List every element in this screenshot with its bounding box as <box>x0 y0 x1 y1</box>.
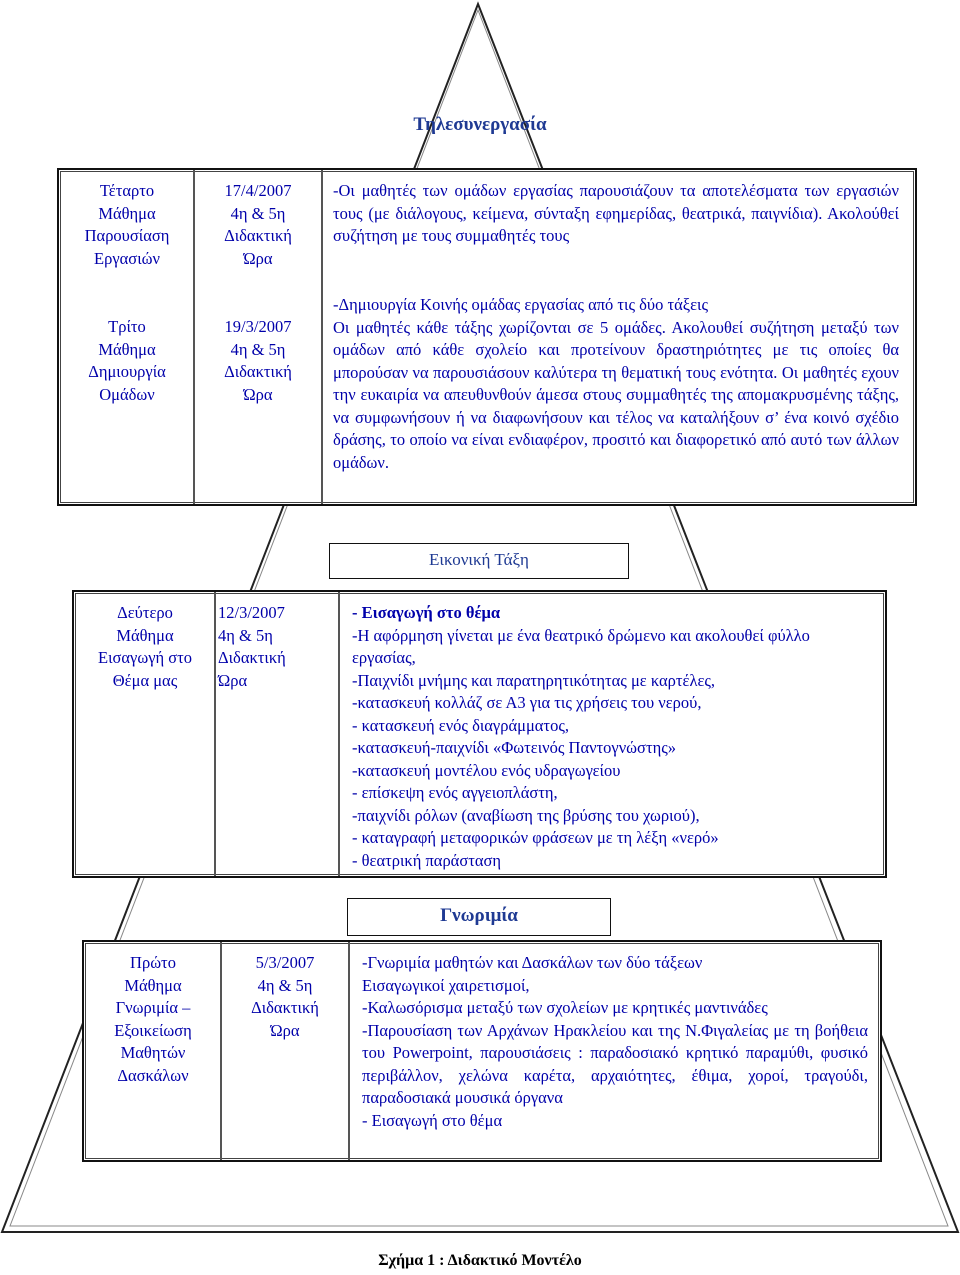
row-description-third-lesson <box>333 294 899 474</box>
date-line: Διδακτική <box>224 226 292 245</box>
description-item: -κατασκευή μοντέλου ενός υδραγωγείου <box>352 760 621 780</box>
level-title-virtual-class: Εικονική Τάξη <box>429 550 529 569</box>
date-line: Διδακτική <box>251 998 319 1017</box>
column-divider <box>348 942 350 1160</box>
date-line: 5/3/2007 <box>255 953 315 972</box>
row-label-second-lesson <box>78 602 212 692</box>
row-label-third-lesson <box>63 316 191 406</box>
row-date-first-lesson <box>224 952 346 1042</box>
label-line: Θέμα μας <box>112 670 178 690</box>
date-line: 19/3/2007 <box>224 317 292 336</box>
label-line: Μαθητών <box>120 1043 186 1062</box>
acquaintance-box <box>82 940 882 1162</box>
description-item: - επίσκεψη ενός αγγειοπλάστη, <box>352 783 558 802</box>
column-divider <box>214 592 216 876</box>
description-item: - καταγραφή μεταφορικών φράσεων με τη λέξη «νερό» <box>352 828 719 847</box>
label-line: Δασκάλων <box>117 1065 189 1085</box>
label-line: Μάθημα <box>98 203 156 223</box>
description-item: -Η αφόρμηση γίνεται με ένα θεατρικό δρώμενο και ακολουθεί φύλλο εργασίας, <box>352 625 810 667</box>
date-line: 4η & 5η <box>230 203 286 223</box>
row-description-fourth-lesson: -Οι μαθητές των ομάδων εργασίας παρουσιάζουν τα αποτελέσματα των εργασιών τους (με διάλογους, κείμενα, σύνταξη εφημερίδας, θεατρικά, παιγνίδια). Ακολούθεί συζήτηση με τους συμμαθητές τους <box>333 181 899 245</box>
label-line: Δημιουργία <box>88 362 166 381</box>
description-item: -παιχνίδι ρόλων (αναβίωση της βρύσης του χωριού), <box>352 805 700 825</box>
label-line: Γνωριμία – <box>115 998 191 1017</box>
label-line: Τέταρτο <box>99 181 155 200</box>
figure-caption: Σχήμα 1 : Διδακτικό Μοντέλο <box>378 1252 582 1269</box>
level-title-telecollaboration: Τηλεσυνεργασία <box>413 114 547 135</box>
date-line: 12/3/2007 <box>218 603 285 622</box>
column-divider <box>193 170 195 504</box>
label-line: Δεύτερο <box>117 603 173 622</box>
date-line: 4η & 5η <box>218 625 273 645</box>
virtual-class-box <box>72 590 887 878</box>
label-line: Μάθημα <box>98 339 156 359</box>
row-date-third-lesson <box>197 316 319 406</box>
date-line: Ώρα <box>270 1020 300 1040</box>
row-date-second-lesson <box>218 602 328 692</box>
row-label-first-lesson <box>88 952 218 1087</box>
date-line: Ώρα <box>218 670 248 690</box>
row-description-first-lesson <box>362 952 868 1132</box>
column-divider <box>220 942 222 1160</box>
date-line: Ώρα <box>243 384 273 404</box>
label-line: Ομάδων <box>99 384 155 404</box>
label-line: Μάθημα <box>124 975 182 995</box>
label-line: Τρίτο <box>108 317 146 336</box>
description-item: -Γνωριμία μαθητών και Δασκάλων των δύο τάξεων <box>362 953 703 972</box>
label-line: Εξοικείωση <box>114 1020 192 1040</box>
label-line: Παρουσίαση <box>84 226 170 245</box>
column-divider <box>338 592 340 876</box>
date-line: 4η & 5η <box>257 975 313 995</box>
label-line: Εισαγωγή στο <box>97 648 193 667</box>
description-item: - Εισαγωγή στο θέμα <box>362 1110 503 1130</box>
description-item: Εισαγωγικοί χαιρετισμοί, <box>362 975 530 995</box>
label-line: Μάθημα <box>116 625 174 645</box>
row-date-fourth-lesson <box>197 180 319 270</box>
date-line: 4η & 5η <box>230 339 286 359</box>
row-description-second-lesson <box>352 602 872 872</box>
label-line: Εργασιών <box>94 248 160 268</box>
description-body: Οι μαθητές κάθε τάξης χωρίζονται σε 5 ομάδες. Ακολουθεί συζήτηση μεταξύ των ομάδων από κάθε σχολείο και προτείνουν δραστηριότητες με τις οποίες θα μπορούσαν να παρουσιάσουν καλύτερα τη θεματική τους ενότητα. Οι μαθητές εχουν την ευκαιρία να απευθυνθούν άμεσα στους συμμαθητές της απομακρυσμένης τάξης, να συμφωνήσουν ή να διαφωνήσουν και τέλος να καταλήξουν σ’ ένα κοινό σχέδιο δράσης, το οποίο να είναι ενδιαφέρον, προσιτό και διαφορετικό από αυτό των άλλων ομάδων. <box>333 317 899 472</box>
description-item: - θεατρική παράσταση <box>352 850 502 870</box>
row-label-fourth-lesson <box>63 180 191 270</box>
description-heading: - Εισαγωγή στο θέμα <box>352 603 501 622</box>
description-item: -Παρουσίαση των Αρχάνων Ηρακλείου και της Ν.Φιγαλείας με τη βοήθεια του Powerpoint, παρουσιάσεις : παραδοσιακό κρητικό παραμύθι, φυσικό περιβάλλον, χελώνα καρέτα, αρχαιότητες, έθιμα, χοροί, τραγούδι, παραδοσιακά μουσικά όργανα <box>362 1020 868 1107</box>
description-item: -κατασκευή-παιχνίδι «Φωτεινός Παντογνώστης» <box>352 738 676 757</box>
date-line: Ώρα <box>243 248 273 268</box>
level-title-acquaintance: Γνωριμία <box>440 905 518 926</box>
date-line: Διδακτική <box>218 648 286 667</box>
description-item: -κατασκευή κολλάζ σε Α3 για τις χρήσεις του νερού, <box>352 693 702 712</box>
label-line: Πρώτο <box>130 953 176 972</box>
description-item: -Παιχνίδι μνήμης και παρατηρητικότητας με καρτέλες, <box>352 670 716 690</box>
date-line: Διδακτική <box>224 362 292 381</box>
description-item: - κατασκευή ενός διαγράμματος, <box>352 715 569 735</box>
column-divider <box>321 170 323 504</box>
date-line: 17/4/2007 <box>224 181 292 200</box>
description-item: -Καλωσόρισμα μεταξύ των σχολείων με κρητικές μαντινάδες <box>362 998 768 1017</box>
description-first-line: -Δημιουργία Κοινής ομάδας εργασίας από τις δύο τάξεις <box>333 295 709 314</box>
telecollaboration-box <box>57 168 917 506</box>
